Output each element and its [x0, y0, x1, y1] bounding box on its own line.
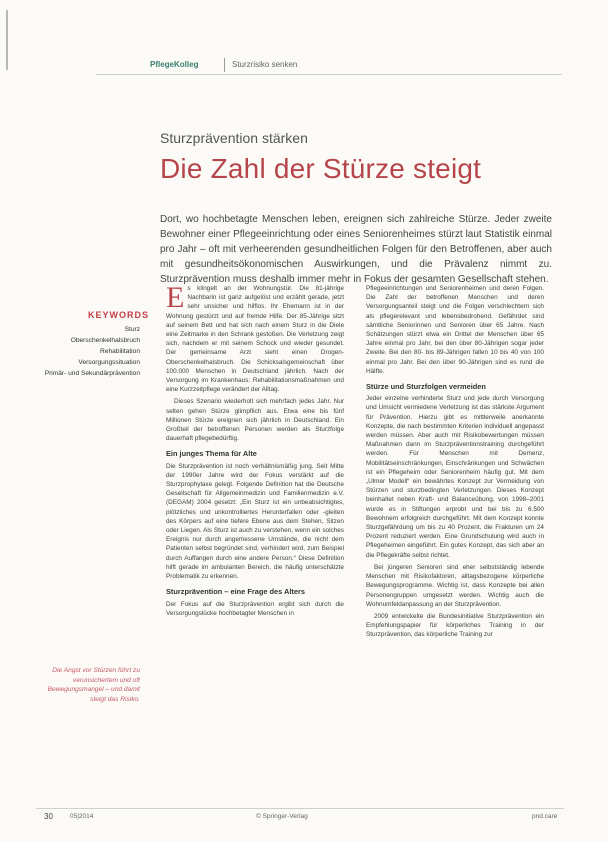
body-paragraph: Dieses Szenario wiederholt sich mehrfach jedes Jahr. Nur selten gehen Stürze glimpflich aus. Etwa eine bis fünf Millionen Stürze ereignen sich jährlich in Deutschland. Ein Großteil der betroffenen Personen werden als Sturzfolge dauerhaft pflegebedürftig.: [166, 398, 344, 443]
body-paragraph: Bei jüngeren Senioren sind eher selbstständig lebende Menschen mit Risikofaktoren, alltagsbezogene körperliche Bewegungsprogramme. Wichtig ist, dass Konzepte bei allen Personengruppen umgesetzt werden. Wichtig auch die Wohnumfeldanpassung an der Sturzprävention.: [366, 563, 544, 608]
body-paragraph: [166, 281, 344, 394]
article-kicker: Sturzprävention stärken: [160, 130, 308, 146]
header-separator: [224, 58, 225, 72]
body-paragraph: Der Fokus auf die Sturzprävention ergibt sich durch die Versorgungslücke hochbetagter Menschen in: [166, 600, 344, 617]
side-quote: Die Angst vor Stürzen führt zu verunsichertem und oft Bewegungsmangel – und damit steigt das Risiko.: [47, 667, 140, 703]
drop-cap: E: [166, 281, 185, 314]
body-paragraph: 2009 entwickelte die Bundesinitiative Sturzprävention ein Empfehlungspapier für körperliches Training in der Sturzprävention, das körperliche Training zur: [366, 612, 544, 639]
footer-rule: [36, 808, 564, 809]
keyword-item: Sturz: [124, 326, 140, 333]
body-paragraph: Jeder einzelne verhinderte Sturz und jede durch Versorgung und Umsicht vermiedene Verletzung ist das stärkste Argument für Prävention. Hierzu gibt es mittlerweile anerkannte Konzepte, die nach bestimmten Kriterien individuell angepasst werden müssen. Aber auch mit Risikobewertungen müssen Maßnahmen dann im Sturzpräventionstraining durchgeführt werden. Für Menschen mit Demenz, Mobilitätseinschränkungen, Einschränkungen und Schwächen ist ein Pflegeheim oder Seniorenheim häufig gut. Mit dem „Ulmer Modell“ ein bewährtes Konzept zur Vermeidung von Stürzen und sturzbedingten Verletzungen. Dieses Konzept beinhaltet neben Kraft- und Balanceübung, von 1998–2001 wurde es in Stiftungen erprobt und bei bis zu 6.500 Bewohnern erfolgreich durchgeführt. Mit dem Konzept konnte Sturzgefährdung um bis zu 40 Prozent, die Frakturen um 24 Prozent reduziert werden. Eine Grundschulung wird auch in Pflegeheimen eingeführt. Ein gutes Konzept, das sich aber an die Pflegekräfte selbst richtet.: [366, 395, 544, 559]
body-column-1: [166, 281, 344, 621]
article-title: Die Zahl der Stürze steigt: [160, 153, 482, 184]
issue-date: 05|2014: [70, 813, 94, 820]
body-column-2: [366, 284, 544, 643]
keywords-list: [40, 325, 140, 380]
section-label: PflegeKolleg: [150, 60, 199, 69]
page-number: 30: [44, 812, 53, 821]
body-text: s klingelt an der Wohnungstür. Die 81-jährige Nachbarin ist ganz aufgelöst und erzählt gerade, jetzt sehr unsicher und hilflos. Ihr Ehemann ist in der Wohnung gestürzt und auf fremde Hilfe. Der 85-Jährige sitzt auf seinem Bett und hat sich nach einem Sturz in die Diele eine Zeitmarke in den Schrank gestoßen. Die Verletzung zeigt sich, nachdem er mit seinem Schock und wieder gesundet. Der gemeinsame Arzt sieht einen Drogen-Oberschenkelhalsbruch. Die Schicksalsgemeinschaft über 100.000 Menschen in Deutschland jährlich. Nach der Versorgung im Krankenhaus: Rehabilitationsmaßnahmen und eine Kurzzeitpflege verändert der Alltag.: [166, 285, 344, 394]
keyword-item: Rehabilitation: [100, 348, 140, 355]
keyword-item: Oberschenkelhalsbruch: [70, 337, 140, 344]
subheading: Stürze und Sturzfolgen vermeiden: [366, 382, 486, 392]
keyword-item: Primär- und Sekundärprävention: [44, 370, 140, 377]
scan-edge-mark: [6, 10, 8, 70]
body-paragraph: Die Sturzprävention ist noch verhältnismäßig jung. Seit Mitte der 1990er Jahre wird der Fokus verstärkt auf die Sturzprophylaxe gelegt. Folgende Definition hat die Deutsche Gesellschaft für Allgemeinmedizin und Familienmedizin e.V. (DEGAM) 2004 gesetzt: „Ein Sturz ist ein unbeabsichtigtes, plötzliches und unkontrolliertes Herunterfallen oder -gleiten des Körpers auf eine tiefere Ebene aus dem Stehen, Sitzen oder Liegen. Als Sturz ist auch zu verstehen, wenn ein solches Ereignis nur durch angemessene Umstände, die nicht dem Patienten selbst begründet sind, verhindert wird, zum Beispiel durch Auffangen durch eine andere Person.“ Diese Definition hilft gerade im ambulanten Bereich, die häufig unterschätzte Problematik zu erkennen.: [166, 462, 344, 581]
keyword-item: Versorgungssituation: [78, 359, 140, 366]
subheading: Sturzprävention – eine Frage des Alters: [166, 587, 305, 597]
subheading: Ein junges Thema für Alte: [166, 449, 257, 459]
keywords-title: KEYWORDS: [88, 310, 150, 320]
article-lead: Dort, wo hochbetagte Menschen leben, ereignen sich zahlreiche Stürze. Jeder zweite Bewohner einer Pflegeeinrichtung oder eines Seniorenheimes stürzt laut Statistik einmal pro Jahr – oft mit verheerenden gesundheitlichen Folgen für den Betroffenen, aber auch mit gesundheitsökonomischen Auswirkungen, und die Prävalenz nimmt zu. Sturzprävention muss deshalb immer mehr in Fokus der gesamten Gesellschaft stehen.: [160, 214, 552, 285]
body-paragraph: Pflegeeinrichtungen und Seniorenheimen und deren Folgen. Die Zahl der betroffenen Menschen und deren Versorgungsanteil steigt und die Folgen verschlechtern sich als pflegerelevant und lebensbedrohend. Gefährdet sind sämtliche Seniorinnen und Senioren über 65 Jahre. Nach Schätzungen stürzt etwa ein Drittel der Menschen über 65 Jahre einmal pro Jahr, bei den über 80-Jährigen sogar jeder Zweite. Bei den 80- bis 89-Jährigen fallen 10 bis 40 von 100 einmal pro Jahr. Bei den über 90-Jährigen sind es rund die Hälfte.: [366, 285, 544, 375]
publisher-label: © Springer-Verlag: [256, 813, 308, 820]
website-label: pnd.care: [532, 813, 558, 820]
topic-label: Sturzrisiko senken: [232, 60, 298, 69]
